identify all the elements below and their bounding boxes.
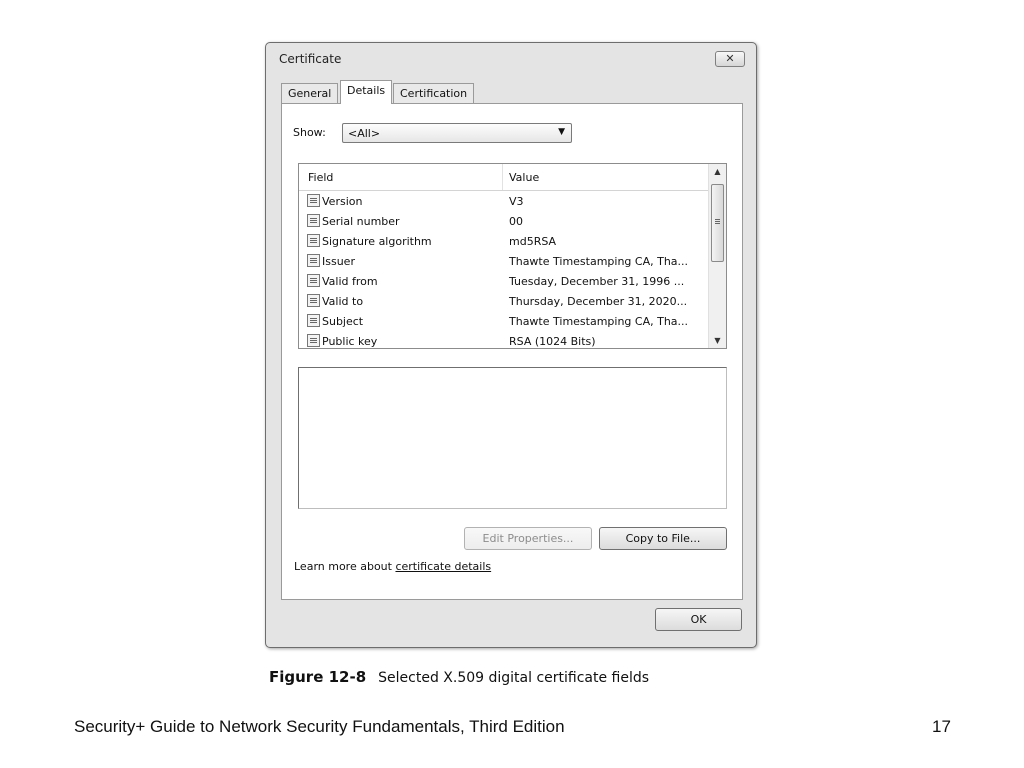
tab-certification-path[interactable]: Certification [393, 83, 474, 103]
details-panel [281, 103, 743, 600]
page-number: 17 [932, 717, 951, 736]
certificate-details-link[interactable]: certificate details [395, 560, 492, 573]
column-header-field[interactable]: Field [308, 171, 334, 184]
figure-number: Figure 12-8 [269, 668, 367, 686]
grip-icon [715, 219, 720, 220]
certificate-dialog [265, 42, 757, 648]
list-row[interactable] [299, 191, 708, 211]
scrollbar-thumb[interactable] [711, 184, 724, 262]
certificate-field-icon [307, 314, 320, 327]
certificate-field-icon [307, 334, 320, 347]
edit-properties-button[interactable]: Edit Properties... [464, 527, 592, 550]
row-field: Public key [322, 335, 378, 348]
row-value: Thawte Timestamping CA, Tha... [509, 315, 689, 328]
list-row[interactable] [299, 311, 708, 331]
certificate-field-icon [307, 234, 320, 247]
list-row[interactable] [299, 331, 708, 348]
list-scrollbar[interactable] [708, 164, 726, 348]
close-button[interactable] [715, 51, 745, 67]
list-row[interactable] [299, 251, 708, 271]
show-dropdown[interactable] [342, 123, 572, 143]
ok-button[interactable]: OK [655, 608, 742, 631]
row-value: Thursday, December 31, 2020... [509, 295, 688, 308]
row-value: Tuesday, December 31, 1996 ... [509, 275, 685, 288]
copy-to-file-button[interactable]: Copy to File... [599, 527, 727, 550]
tab-general[interactable]: General [281, 83, 338, 103]
column-separator[interactable] [502, 164, 503, 190]
row-value: md5RSA [509, 235, 557, 248]
list-row[interactable] [299, 291, 708, 311]
row-field: Version [322, 195, 363, 208]
row-field: Valid to [322, 295, 364, 308]
show-label: Show: [293, 126, 326, 139]
column-header-value[interactable]: Value [509, 171, 540, 184]
certificate-field-icon [307, 214, 320, 227]
scroll-down-arrow-icon[interactable]: ▼ [714, 336, 721, 345]
title-bar[interactable] [266, 43, 756, 73]
list-header [299, 164, 708, 191]
tab-details[interactable]: Details [340, 80, 392, 104]
row-value: 00 [509, 215, 523, 228]
row-value: Thawte Timestamping CA, Tha... [509, 255, 689, 268]
list-row[interactable] [299, 211, 708, 231]
close-icon: ✕ [725, 52, 735, 65]
list-row[interactable] [299, 231, 708, 251]
row-field: Signature algorithm [322, 235, 432, 248]
row-field: Issuer [322, 255, 355, 268]
certificate-field-icon [307, 194, 320, 207]
dropdown-arrow-icon: ▼ [558, 127, 565, 137]
row-field: Subject [322, 315, 364, 328]
scroll-up-arrow-icon[interactable]: ▲ [714, 167, 721, 176]
field-detail-box[interactable] [298, 367, 727, 509]
list-row[interactable] [299, 271, 708, 291]
show-dropdown-value: <All> [348, 127, 381, 140]
figure-caption [269, 668, 649, 686]
row-field: Valid from [322, 275, 378, 288]
list-rows [299, 191, 708, 348]
figure-caption-text: Selected X.509 digital certificate fields [378, 670, 650, 686]
row-field: Serial number [322, 215, 400, 228]
row-value: RSA (1024 Bits) [509, 335, 596, 348]
certificate-field-icon [307, 254, 320, 267]
certificate-field-icon [307, 274, 320, 287]
slide-footer-title: Security+ Guide to Network Security Fundamentals, Third Edition [74, 717, 565, 736]
learn-more-prefix: Learn more about [294, 560, 396, 573]
row-value: V3 [509, 195, 524, 208]
dialog-title: Certificate [279, 52, 342, 66]
certificate-field-icon [307, 294, 320, 307]
field-list[interactable] [298, 163, 727, 349]
learn-more-text [294, 560, 491, 573]
